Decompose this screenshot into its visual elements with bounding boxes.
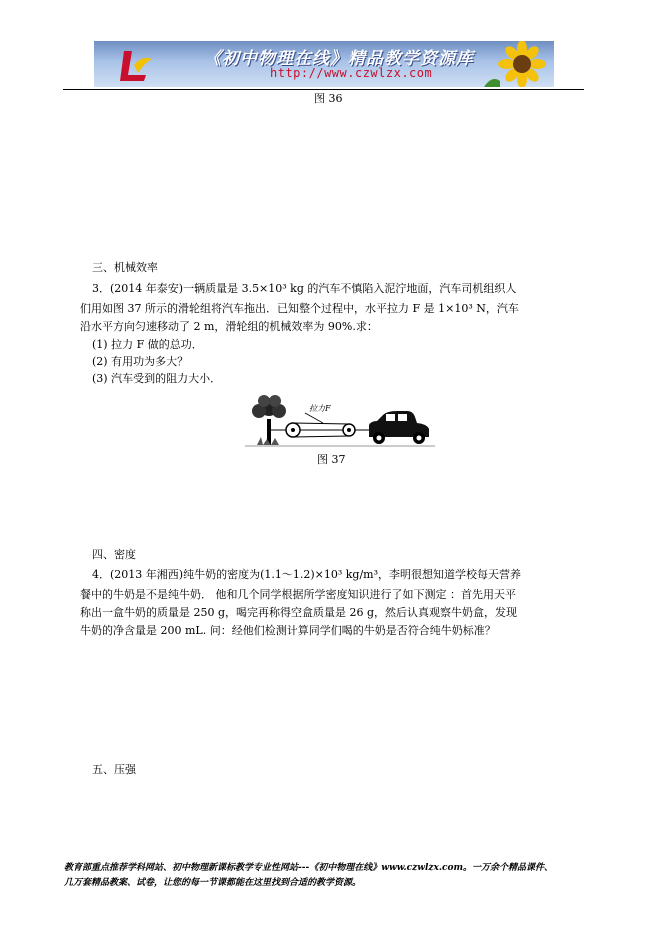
section-5-heading: 五、压强 — [92, 763, 136, 776]
header-banner — [94, 41, 554, 87]
problem-4-line: 餐中的牛奶是不是纯牛奶． 他和几个同学根据所学密度知识进行了如下测定 ：首先用天平 — [80, 588, 516, 601]
problem-4-line: 4．(2013 年湘西)纯牛奶的密度为(1.1～1.2)×10³ kg/m³，李明很想知道学校每天营养 — [92, 568, 522, 581]
car-icon — [369, 411, 429, 444]
problem-3-line: 沿水平方向匀速移动了 2 m，滑轮组的机械效率为 90%.求： — [80, 320, 378, 333]
section-3-heading: 三、机械效率 — [92, 261, 158, 274]
header-rule — [63, 89, 584, 90]
banner-title: 《初中物理在线》精品教学资源库 — [204, 49, 474, 69]
figure-36-caption: 图 36 — [314, 92, 343, 105]
figure-37-caption: 图 37 — [317, 453, 346, 466]
problem-4-line: 牛奶的净含量是 200 mL. 问：经他们检测计算同学们喝的牛奶是否符合纯牛奶标准？ — [80, 624, 496, 637]
footer-line: 几万套精品教案、试卷，让您的每一节课都能在这里找到合适的教学资源。 — [64, 878, 362, 888]
footer-line: 教育部重点推荐学科网站、初中物理新课标教学专业性网站---《初中物理在线》www.czwlzx.com。一万余个精品课件、 — [64, 863, 554, 873]
problem-4-line: 称出一盒牛奶的质量是 250 g，喝完再称得空盒质量是 26 g，然后认真观察牛奶盒，发现 — [80, 606, 518, 619]
question-item: (1) 拉力 F 做的总功． — [92, 338, 203, 351]
pulley-car-figure — [245, 393, 435, 450]
banner-url: http://www.czwlzx.com — [270, 66, 433, 80]
pull-force-label: 拉力F — [309, 404, 331, 413]
section-4-heading: 四、密度 — [92, 548, 136, 561]
site-logo-icon — [116, 45, 156, 85]
tree-icon — [252, 395, 286, 445]
sunflower-icon — [482, 41, 552, 87]
question-item: (2) 有用功为多大？ — [92, 355, 189, 368]
problem-3-line: 3．(2014 年泰安)一辆质量是 3.5×10³ kg 的汽车不慎陷入泥泞地面，汽车司机组织人 — [92, 282, 517, 295]
question-item: (3) 汽车受到的阻力大小． — [92, 372, 222, 385]
problem-3-line: 们用如图 37 所示的滑轮组将汽车拖出．已知整个过程中，水平拉力 F 是 1×10³ N，汽车 — [80, 302, 519, 315]
